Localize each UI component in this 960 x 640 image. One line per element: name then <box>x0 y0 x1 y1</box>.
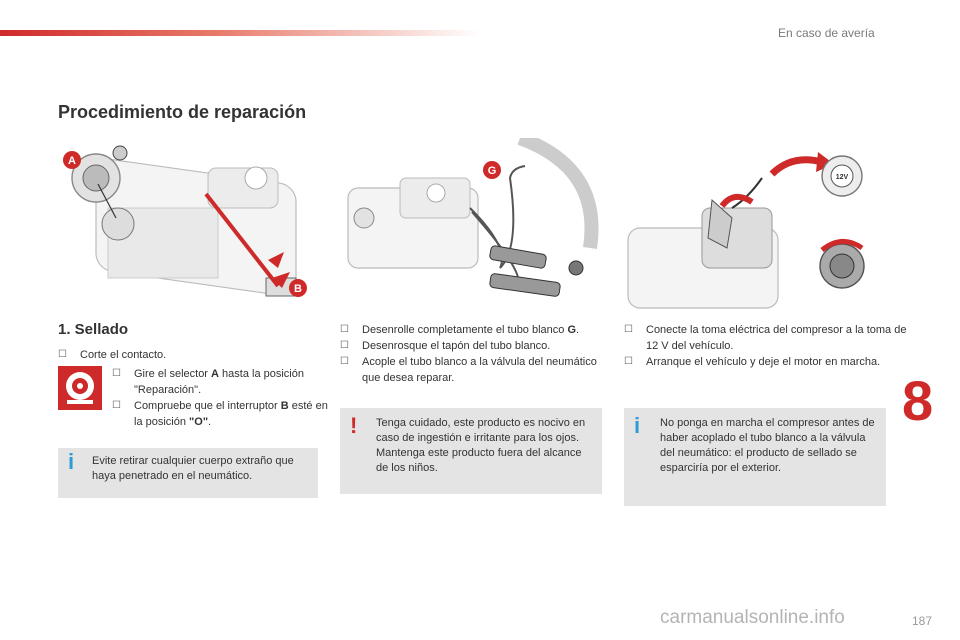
info-box-foreign-body: i Evite retirar cualquier cuerpo extraño que haya penetrado en el neumático. <box>58 448 318 498</box>
checkbox-icon: ☐ <box>58 349 67 360</box>
socket-12v-label: 12V <box>835 174 849 181</box>
watermark: carmanualsonline.info <box>660 607 845 628</box>
section-label: En caso de avería <box>778 26 875 40</box>
checkbox-icon: ☐ <box>340 324 349 335</box>
callout-b: B <box>294 283 302 295</box>
bullet-step-2: ☐ Gire el selector A hasta la posición "Reparación". <box>112 368 304 396</box>
warning-box-toxic: ! Tenga cuidado, este producto es nocivo en caso de ingestión e irritante para los ojos. Mantenga este producto fuera del alcance de los niños. <box>340 408 602 494</box>
bullet-attach-tube: ☐ Acople el tubo blanco a la válvula del neumático que desea reparar. <box>340 356 597 384</box>
page-number: 187 <box>912 614 933 628</box>
checkbox-icon: ☐ <box>340 356 349 367</box>
subsection-heading: 1. Sellado <box>58 321 129 338</box>
info-icon: i <box>634 413 641 438</box>
bullet-step-1: ☐ Corte el contacto. <box>58 349 167 361</box>
info-icon: i <box>68 449 75 474</box>
warning-icon: ! <box>350 413 358 438</box>
figure-white-tube <box>340 138 602 312</box>
bullet-unroll-tube: ☐ Desenrolle completamente el tubo blanco G. <box>340 324 580 336</box>
checkbox-icon: ☐ <box>624 356 633 367</box>
bullet-connect-socket: ☐ Conecte la toma eléctrica del compresor a la toma de 12 V del vehículo. <box>624 324 907 352</box>
info-box-compressor: i No ponga en marcha el compresor antes de haber acoplado el tubo blanco a la válvula del neumático: el producto de sellado se esparciría por el exterior. <box>624 408 886 506</box>
ref-switch-b: B <box>280 400 289 412</box>
selector-position-icon <box>58 366 102 410</box>
checkbox-icon: ☐ <box>340 340 349 351</box>
header-accent-bar <box>0 30 480 36</box>
chapter-number: 8 <box>902 369 934 432</box>
bullet-step-3: ☐ Compruebe que el interruptor B esté en la posición "O". <box>112 400 328 428</box>
bullet-unscrew-cap: ☐ Desenrosque el tapón del tubo blanco. <box>340 340 551 352</box>
checkbox-icon: ☐ <box>112 368 121 379</box>
bullet-start-engine: ☐ Arranque el vehículo y deje el motor en marcha. <box>624 356 881 368</box>
figure-selector-switch <box>58 138 320 312</box>
ref-tube-g: G <box>567 324 577 336</box>
ref-position-o: "O" <box>189 416 209 428</box>
callout-a: A <box>68 155 76 167</box>
checkbox-icon: ☐ <box>112 400 121 411</box>
ref-selector-a: A <box>211 368 219 380</box>
callout-g: G <box>487 165 497 177</box>
page-title: Procedimiento de reparación <box>58 102 307 122</box>
checkbox-icon: ☐ <box>624 324 633 335</box>
figure-12v-socket <box>622 138 884 312</box>
